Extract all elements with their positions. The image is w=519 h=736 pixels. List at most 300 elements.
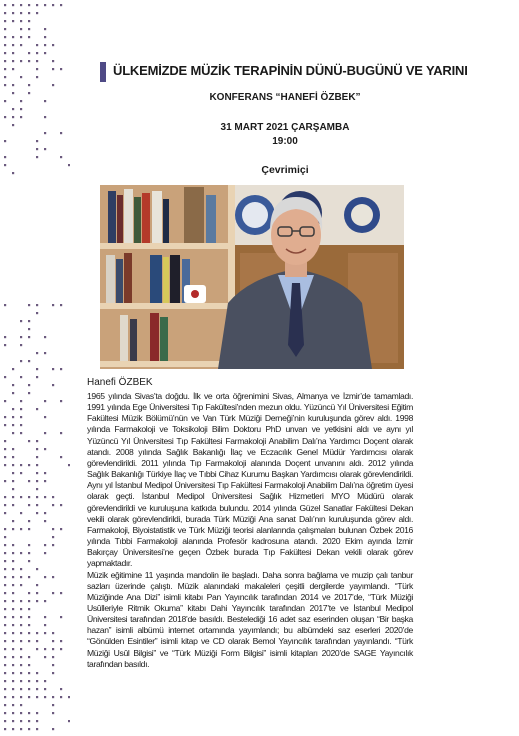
- decorative-dot: [60, 528, 62, 530]
- decorative-dot: [12, 504, 14, 506]
- decorative-dot: [36, 304, 38, 306]
- decorative-dot: [4, 528, 6, 530]
- decorative-dot: [20, 376, 22, 378]
- decorative-dot: [36, 312, 38, 314]
- decorative-dot: [12, 672, 14, 674]
- decorative-dot: [20, 584, 22, 586]
- decorative-dot: [20, 656, 22, 658]
- decorative-dot: [12, 640, 14, 642]
- decorative-dot: [44, 656, 46, 658]
- decorative-dot: [4, 4, 6, 6]
- decorative-dot: [52, 44, 54, 46]
- decorative-dot: [44, 512, 46, 514]
- decorative-dot: [20, 704, 22, 706]
- speaker-name: Hanefi ÖZBEK: [87, 377, 153, 388]
- decorative-dot: [44, 448, 46, 450]
- decorative-dot: [20, 76, 22, 78]
- decorative-dot: [12, 664, 14, 666]
- decorative-dot: [36, 52, 38, 54]
- decorative-dot: [52, 632, 54, 634]
- decorative-dot: [12, 624, 14, 626]
- decorative-dot: [28, 84, 30, 86]
- decorative-dot: [20, 60, 22, 62]
- decorative-dot: [36, 376, 38, 378]
- decorative-dot: [28, 440, 30, 442]
- decorative-dot: [52, 656, 54, 658]
- decorative-dot: [12, 496, 14, 498]
- decorative-dot: [28, 52, 30, 54]
- decorative-dot: [12, 4, 14, 6]
- decorative-dot: [36, 504, 38, 506]
- decorative-dot: [60, 616, 62, 618]
- decorative-dot: [52, 528, 54, 530]
- decorative-dot: [36, 4, 38, 6]
- decorative-dot: [28, 384, 30, 386]
- decorative-dot: [44, 680, 46, 682]
- decorative-dot: [4, 12, 6, 14]
- decorative-dot: [28, 520, 30, 522]
- decorative-dot: [28, 480, 30, 482]
- decorative-dot: [12, 124, 14, 126]
- decorative-dot: [4, 584, 6, 586]
- decorative-dot: [20, 424, 22, 426]
- decorative-dot: [44, 576, 46, 578]
- decorative-dot: [4, 640, 6, 642]
- decorative-dot: [12, 680, 14, 682]
- decorative-dot: [12, 704, 14, 706]
- decorative-dot-pattern-bottom: [0, 300, 70, 736]
- decorative-dot: [4, 504, 6, 506]
- decorative-dot: [36, 368, 38, 370]
- decorative-dot: [12, 392, 14, 394]
- decorative-dot: [4, 720, 6, 722]
- decorative-dot: [4, 576, 6, 578]
- event-date: 31 MART 2021 ÇARŞAMBA: [220, 122, 350, 133]
- decorative-dot: [12, 60, 14, 62]
- decorative-dot: [28, 28, 30, 30]
- decorative-dot: [4, 100, 6, 102]
- decorative-dot: [20, 20, 22, 22]
- decorative-dot: [28, 672, 30, 674]
- decorative-dot: [12, 568, 14, 570]
- decorative-dot: [12, 488, 14, 490]
- decorative-dot: [60, 648, 62, 650]
- decorative-dot: [36, 648, 38, 650]
- decorative-dot: [12, 648, 14, 650]
- decorative-dot: [36, 156, 38, 158]
- decorative-dot: [12, 52, 14, 54]
- decorative-dot: [12, 600, 14, 602]
- decorative-dot: [20, 688, 22, 690]
- decorative-dot: [44, 100, 46, 102]
- decorative-dot: [20, 360, 22, 362]
- decorative-dot: [60, 156, 62, 158]
- decorative-dot: [60, 368, 62, 370]
- decorative-dot: [20, 44, 22, 46]
- decorative-dot: [20, 648, 22, 650]
- decorative-dot: [12, 464, 14, 466]
- decorative-dot: [12, 520, 14, 522]
- decorative-dot: [44, 416, 46, 418]
- decorative-dot: [12, 528, 14, 530]
- decorative-dot: [4, 592, 6, 594]
- decorative-dot: [36, 512, 38, 514]
- decorative-dot: [12, 424, 14, 426]
- decorative-dot: [52, 544, 54, 546]
- decorative-dot: [44, 544, 46, 546]
- decorative-dot: [36, 76, 38, 78]
- decorative-dot: [4, 560, 6, 562]
- decorative-dot: [20, 464, 22, 466]
- decorative-dot: [28, 20, 30, 22]
- decorative-dot: [28, 504, 30, 506]
- decorative-dot: [12, 20, 14, 22]
- decorative-dot: [36, 140, 38, 142]
- decorative-dot: [44, 116, 46, 118]
- decorative-dot: [4, 616, 6, 618]
- decorative-dot: [12, 68, 14, 70]
- decorative-dot: [12, 84, 14, 86]
- decorative-dot: [12, 696, 14, 698]
- decorative-dot: [4, 76, 6, 78]
- decorative-dot: [4, 704, 6, 706]
- decorative-dot: [20, 344, 22, 346]
- decorative-dot: [60, 304, 62, 306]
- decorative-dot: [20, 512, 22, 514]
- decorative-dot: [60, 68, 62, 70]
- decorative-dot: [44, 616, 46, 618]
- decorative-dot: [68, 464, 70, 466]
- decorative-dot: [60, 592, 62, 594]
- decorative-dot: [4, 304, 6, 306]
- decorative-dot: [28, 60, 30, 62]
- decorative-dot: [68, 696, 70, 698]
- decorative-dot: [20, 336, 22, 338]
- decorative-dot: [4, 416, 6, 418]
- decorative-dot: [36, 496, 38, 498]
- decorative-dot: [4, 648, 6, 650]
- decorative-dot: [36, 448, 38, 450]
- decorative-dot: [36, 584, 38, 586]
- decorative-dot: [60, 456, 62, 458]
- decorative-dot: [28, 12, 30, 14]
- decorative-dot: [52, 712, 54, 714]
- event-time: 19:00: [272, 136, 298, 147]
- decorative-dot: [4, 336, 6, 338]
- decorative-dot: [28, 696, 30, 698]
- decorative-dot: [52, 60, 54, 62]
- bio-paragraph: Müzik eğitimine 11 yaşında mandolin ile başladı. Daha sonra bağlama ve muzip çalı tanbur sazları üzerinde çalıştı. Müzik alanındaki makaleleri çeşitli dergilerde yayımlandı. “Türk Müziğinde Ana Dizi” isimli kitabı Pan Yayıncılık tarafından 2014 ve 2017’de, “Türk Müziği Usûlleriyle Ritmik Okuma” kitabı Dahi Yayıncılık tarafından 2017’te ve İstanbul Medipol Üniversitesi tarafından 2018’de basıldı. Bestelediği 16 adet saz eserinden oluşan “Bir başka hazan” isimli albümü internet ortamında yayımlandı; bu albümdeki saz eserleri 2020’de “Gönülden Esintiler” isimli kitap ve CD olarak Bemol Yayıncılık tarafından yayınlandı. “Türk Müziği Usûl Bilgisi” ve “Türk Müziği Form Bilgisi” isimli kitapları 2020’de SAGE Yayıncılık tarafından basıldı.: [87, 569, 413, 669]
- decorative-dot: [44, 132, 46, 134]
- decorative-dot: [28, 640, 30, 642]
- decorative-dot: [52, 704, 54, 706]
- decorative-dot: [36, 12, 38, 14]
- decorative-dot: [20, 696, 22, 698]
- speaker-biography: [87, 391, 413, 670]
- decorative-dot: [4, 156, 6, 158]
- decorative-dot: [28, 600, 30, 602]
- decorative-dot: [44, 600, 46, 602]
- decorative-dot: [12, 432, 14, 434]
- decorative-dot: [12, 384, 14, 386]
- decorative-dot: [20, 680, 22, 682]
- decorative-dot: [4, 400, 6, 402]
- decorative-dot: [52, 648, 54, 650]
- decorative-dot: [36, 688, 38, 690]
- decorative-dot: [44, 496, 46, 498]
- decorative-dot: [52, 664, 54, 666]
- decorative-dot: [20, 712, 22, 714]
- decorative-dot: [12, 552, 14, 554]
- decorative-dot: [28, 360, 30, 362]
- decorative-dot: [12, 560, 14, 562]
- decorative-dot: [52, 4, 54, 6]
- decorative-dot: [4, 544, 6, 546]
- decorative-dot: [12, 456, 14, 458]
- decorative-dot: [12, 616, 14, 618]
- decorative-dot: [4, 496, 6, 498]
- decorative-dot: [36, 408, 38, 410]
- decorative-dot: [52, 304, 54, 306]
- decorative-dot: [4, 680, 6, 682]
- decorative-dot: [36, 60, 38, 62]
- decorative-dot: [44, 624, 46, 626]
- decorative-dot: [28, 336, 30, 338]
- decorative-dot: [4, 376, 6, 378]
- decorative-dot: [52, 384, 54, 386]
- decorative-dot: [4, 672, 6, 674]
- decorative-dot: [4, 552, 6, 554]
- decorative-dot: [60, 400, 62, 402]
- decorative-dot: [4, 448, 6, 450]
- decorative-dot: [20, 632, 22, 634]
- decorative-dot-pattern-top: [0, 0, 70, 200]
- decorative-dot: [4, 116, 6, 118]
- decorative-dot: [4, 696, 6, 698]
- decorative-dot: [44, 28, 46, 30]
- decorative-dot: [20, 4, 22, 6]
- decorative-dot: [20, 576, 22, 578]
- decorative-dot: [52, 84, 54, 86]
- decorative-dot: [4, 440, 6, 442]
- decorative-dot: [28, 528, 30, 530]
- decorative-dot: [20, 28, 22, 30]
- decorative-dot: [60, 4, 62, 6]
- decorative-dot: [4, 656, 6, 658]
- decorative-dot: [28, 664, 30, 666]
- decorative-dot: [36, 352, 38, 354]
- decorative-dot: [44, 336, 46, 338]
- title-accent-bar: [100, 62, 106, 82]
- decorative-dot: [12, 632, 14, 634]
- decorative-dot: [20, 416, 22, 418]
- decorative-dot: [20, 608, 22, 610]
- decorative-dot: [52, 496, 54, 498]
- decorative-dot: [20, 108, 22, 110]
- decorative-dot: [36, 472, 38, 474]
- decorative-dot: [12, 720, 14, 722]
- decorative-dot: [4, 632, 6, 634]
- decorative-dot: [28, 720, 30, 722]
- decorative-dot: [12, 108, 14, 110]
- decorative-dot: [20, 600, 22, 602]
- decorative-dot: [36, 592, 38, 594]
- decorative-dot: [20, 36, 22, 38]
- decorative-dot: [44, 148, 46, 150]
- bio-paragraph: 1965 yılında Sivas’ta doğdu. İlk ve orta öğrenimini Sivas, Almanya ve İzmir’de tamamladı. 1991 yılında Ege Üniversitesi Tıp Fakültesi’nden mezun oldu. Yüzüncü Yıl Üniversitesi Eğitim Fakültesi Müzik Bölümü’nün ve Van Türk Müziği Derneği’nin kuruluşunda görev aldı. 1998 yılında Farmakoloji ve Toksikoloji Bilim Doktoru PhD unvan ve yetkisini aldı ve aynı yıl Yüzüncü Yıl Üniversitesi Tıp Fakültesi Farmakoloji Anabilim Dalı’na Yardımcı Doçent olarak atandı. 2008 yılında Sağlık Bakanlığı İlaç ve Eczacılık Genel Müdür Yardımcısı olarak görevlendirildi. 2011 yılında Tıp Farmakoloji alanında Doçent unvanını aldı. 2012 yılında Sağlık Bakanlığı Türkiye İlaç ve Tıbbi Cihaz Kurumu Başkan Yardımcısı olarak görevlendirildi. Aynı yıl İstanbul Medipol Üniversitesi Tıp Fakültesi Farmakoloji Anabilim Dalı’na öğretim üyesi olarak geçti. İstanbul Medipol Üniversitesi Sağlık Hizmetleri MYO Müdürü olarak görevlendirildi ve kuruluşuna katkıda bulundu. 2014 yılında Güzel Sanatlar Fakültesi Dekan vekili olarak görevlendirildi, burada Türk Müziği Ana sanat Dalı’nın kuruluşunda görev aldı. Farmakoloji, Biyoistatistik ve Türk Müziği teorisi alanlarında çalışmaları bulunan Özbek 2016 yılında Tıbbi Farmakoloji alanında Profesör kadrosuna atandı. 2020 Ekim ayında İzmir Bakırçay Üniversitesi’ne geçen Özbek burada Tıp Fakültesi Dekan vekili olarak görev yapmaktadır.: [87, 391, 413, 569]
- decorative-dot: [28, 496, 30, 498]
- decorative-dot: [20, 100, 22, 102]
- decorative-dot: [12, 12, 14, 14]
- decorative-dot: [4, 624, 6, 626]
- decorative-dot: [4, 44, 6, 46]
- decorative-dot: [28, 304, 30, 306]
- decorative-dot: [28, 36, 30, 38]
- decorative-dot: [4, 164, 6, 166]
- decorative-dot: [4, 600, 6, 602]
- decorative-dot: [28, 328, 30, 330]
- decorative-dot: [20, 12, 22, 14]
- decorative-dot: [36, 440, 38, 442]
- decorative-dot: [20, 624, 22, 626]
- decorative-dot: [36, 672, 38, 674]
- decorative-dot: [52, 536, 54, 538]
- decorative-dot: [60, 504, 62, 506]
- decorative-dot: [28, 616, 30, 618]
- decorative-dot: [52, 728, 54, 730]
- decorative-dot: [12, 416, 14, 418]
- decorative-dot: [20, 568, 22, 570]
- decorative-dot: [44, 480, 46, 482]
- decorative-dot: [44, 352, 46, 354]
- decorative-dot: [36, 632, 38, 634]
- decorative-dot: [44, 632, 46, 634]
- decorative-dot: [28, 552, 30, 554]
- decorative-dot: [20, 496, 22, 498]
- decorative-dot: [44, 44, 46, 46]
- decorative-dot: [44, 472, 46, 474]
- decorative-dot: [12, 116, 14, 118]
- decorative-dot: [28, 728, 30, 730]
- decorative-dot: [4, 464, 6, 466]
- decorative-dot: [20, 640, 22, 642]
- decorative-dot: [12, 36, 14, 38]
- decorative-dot: [36, 720, 38, 722]
- decorative-dot: [12, 172, 14, 174]
- event-title: ÜLKEMİZDE MÜZİK TERAPİNİN DÜNÜ-BUGÜNÜ VE YARINI: [113, 63, 468, 78]
- decorative-dot: [52, 68, 54, 70]
- decorative-dot: [20, 320, 22, 322]
- decorative-dot: [12, 480, 14, 482]
- decorative-dot: [4, 688, 6, 690]
- decorative-dot: [4, 20, 6, 22]
- decorative-dot: [4, 28, 6, 30]
- decorative-dot: [12, 584, 14, 586]
- decorative-dot: [52, 592, 54, 594]
- decorative-dot: [52, 368, 54, 370]
- decorative-dot: [4, 456, 6, 458]
- decorative-dot: [28, 592, 30, 594]
- decorative-dot: [4, 60, 6, 62]
- decorative-dot: [4, 664, 6, 666]
- decorative-dot: [4, 512, 6, 514]
- decorative-dot: [68, 720, 70, 722]
- decorative-dot: [4, 608, 6, 610]
- decorative-dot: [28, 464, 30, 466]
- decorative-dot: [20, 664, 22, 666]
- decorative-dot: [52, 640, 54, 642]
- decorative-dot: [36, 464, 38, 466]
- decorative-dot: [60, 696, 62, 698]
- decorative-dot: [20, 528, 22, 530]
- decorative-dot: [44, 520, 46, 522]
- decorative-dot: [20, 672, 22, 674]
- decorative-dot: [4, 68, 6, 70]
- decorative-dot: [28, 712, 30, 714]
- decorative-dot: [36, 640, 38, 642]
- decorative-dot: [20, 728, 22, 730]
- decorative-dot: [12, 592, 14, 594]
- decorative-dot: [12, 688, 14, 690]
- decorative-dot: [36, 148, 38, 150]
- decorative-dot: [12, 472, 14, 474]
- decorative-dot: [36, 488, 38, 490]
- decorative-dot: [28, 688, 30, 690]
- decorative-dot: [36, 680, 38, 682]
- decorative-dot: [12, 448, 14, 450]
- decorative-dot: [20, 616, 22, 618]
- decorative-dot: [20, 720, 22, 722]
- decorative-dot: [12, 92, 14, 94]
- decorative-dot: [20, 408, 22, 410]
- decorative-dot: [12, 408, 14, 410]
- decorative-dot: [12, 656, 14, 658]
- decorative-dot: [52, 576, 54, 578]
- decorative-dot: [4, 536, 6, 538]
- decorative-dot: [12, 576, 14, 578]
- decorative-dot: [28, 92, 30, 94]
- decorative-dot: [4, 568, 6, 570]
- decorative-dot: [52, 504, 54, 506]
- decorative-dot: [60, 132, 62, 134]
- decorative-dot: [36, 712, 38, 714]
- decorative-dot: [44, 52, 46, 54]
- decorative-dot: [28, 608, 30, 610]
- decorative-dot: [52, 696, 54, 698]
- decorative-dot: [28, 632, 30, 634]
- decorative-dot: [44, 552, 46, 554]
- decorative-dot: [28, 320, 30, 322]
- decorative-dot: [28, 544, 30, 546]
- decorative-dot: [28, 560, 30, 562]
- decorative-dot: [60, 688, 62, 690]
- decorative-dot: [4, 36, 6, 38]
- event-mode: Çevrimiçi: [261, 164, 309, 176]
- decorative-dot: [36, 728, 38, 730]
- decorative-dot: [60, 640, 62, 642]
- decorative-dot: [4, 712, 6, 714]
- decorative-dot: [12, 544, 14, 546]
- decorative-dot: [52, 672, 54, 674]
- decorative-dot: [36, 568, 38, 570]
- decorative-dot: [4, 84, 6, 86]
- decorative-dot: [44, 400, 46, 402]
- decorative-dot: [4, 140, 6, 142]
- decorative-dot: [28, 656, 30, 658]
- decorative-dot: [28, 392, 30, 394]
- decorative-dot: [36, 600, 38, 602]
- decorative-dot: [4, 728, 6, 730]
